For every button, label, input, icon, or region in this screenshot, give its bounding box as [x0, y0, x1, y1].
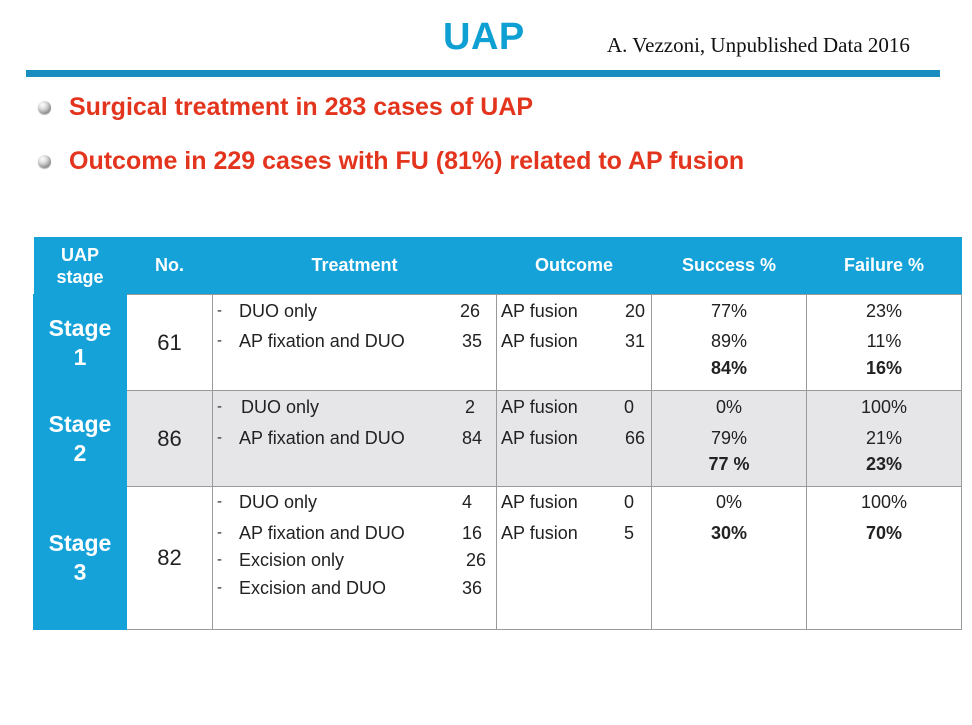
table-row [34, 487, 962, 630]
failure-total: 23% [865, 454, 903, 474]
treatment-cell [213, 487, 497, 630]
dash: - [217, 493, 222, 510]
treatment-line [213, 426, 496, 450]
treatment-label: Excision and DUO [239, 578, 387, 598]
stage-number: 2 [73, 439, 87, 466]
count-cell: 82 [127, 487, 213, 630]
stage-label: Stage [48, 530, 112, 556]
treatment-line [213, 521, 496, 545]
outcome-count: 31 [624, 331, 645, 351]
failure-total: 70% [865, 523, 903, 543]
treatment-count: 16 [461, 523, 482, 543]
stage-number: 3 [73, 559, 87, 585]
dash: - [217, 551, 222, 568]
success-cell [652, 487, 807, 630]
treatment-count: 4 [461, 492, 472, 512]
treatment-count: 26 [465, 550, 486, 570]
success-value: 89% [710, 331, 748, 351]
treatment-line [213, 576, 496, 600]
count-cell: 86 [127, 391, 213, 487]
failure-cell [807, 487, 962, 630]
treatment-line [213, 395, 496, 419]
treatment-label: DUO only [239, 492, 318, 512]
outcome-label: AP fusion [501, 397, 578, 417]
success-cell [652, 391, 807, 487]
outcome-line [497, 395, 651, 419]
outcome-line [497, 329, 651, 353]
success-value: 77% [710, 301, 748, 321]
failure-total: 16% [865, 358, 903, 378]
treatment-count: 36 [461, 578, 482, 598]
success-cell [652, 295, 807, 391]
treatment-count: 2 [464, 397, 475, 417]
dash: - [217, 429, 222, 446]
treatment-line [213, 490, 496, 514]
table-row [34, 391, 962, 487]
outcome-count: 0 [623, 397, 634, 417]
stage-number: 1 [73, 343, 87, 370]
treatment-count: 84 [461, 428, 482, 448]
treatment-count: 35 [461, 331, 482, 351]
treatment-label: DUO only [239, 301, 318, 321]
success-total: 84% [710, 358, 748, 378]
outcome-cell [497, 487, 652, 630]
treatment-line [213, 548, 496, 572]
outcome-line [497, 299, 651, 323]
stage-label: Stage [48, 314, 112, 341]
outcome-line [497, 426, 651, 450]
header-uap-stage [34, 237, 127, 295]
success-total: 30% [710, 523, 748, 543]
dash: - [217, 398, 222, 415]
treatment-label: Excision only [239, 550, 345, 570]
outcome-cell [497, 295, 652, 391]
outcome-label: AP fusion [501, 492, 578, 512]
header-outcome: Outcome [497, 237, 652, 295]
bullet-item [38, 93, 533, 122]
failure-value: 21% [865, 428, 903, 448]
treatment-label: AP fixation and DUO [239, 523, 405, 543]
outcome-label: AP fusion [501, 428, 578, 448]
success-value: 79% [710, 428, 748, 448]
title-divider [26, 70, 940, 77]
outcome-cell [497, 391, 652, 487]
outcome-label: AP fusion [501, 523, 578, 543]
treatment-line [213, 329, 496, 353]
outcome-count: 20 [624, 301, 645, 321]
outcome-table [33, 237, 962, 630]
header-treatment: Treatment [213, 237, 497, 295]
success-total: 77 % [708, 454, 750, 474]
bullet-text: Outcome in 229 cases with FU (81%) related to AP fusion [69, 147, 745, 175]
header-failure: Failure % [807, 237, 962, 295]
table-header-row [34, 237, 962, 295]
dash: - [217, 524, 222, 541]
treatment-count: 26 [459, 301, 480, 321]
failure-cell [807, 391, 962, 487]
header-stage-line1: UAP [60, 244, 99, 265]
count-cell: 61 [127, 295, 213, 391]
header-stage-line2: stage [56, 266, 104, 287]
treatment-cell [213, 295, 497, 391]
outcome-count: 5 [623, 523, 634, 543]
header-no: No. [127, 237, 213, 295]
treatment-line [213, 299, 496, 323]
treatment-label: AP fixation and DUO [239, 331, 405, 351]
bullet-item [38, 147, 744, 176]
failure-value: 100% [860, 397, 908, 417]
treatment-cell [213, 391, 497, 487]
stage-cell [34, 295, 127, 391]
outcome-label: AP fusion [501, 331, 578, 351]
stage-label: Stage [48, 410, 112, 437]
outcome-line [497, 521, 651, 545]
bullet-sphere-icon [38, 101, 51, 114]
success-value: 0% [715, 397, 742, 417]
failure-value: 11% [866, 331, 902, 351]
outcome-label: AP fusion [501, 301, 578, 321]
dash: - [217, 302, 222, 319]
treatment-label: AP fixation and DUO [239, 428, 405, 448]
stage-cell [34, 487, 127, 630]
dash: - [217, 332, 222, 349]
failure-value: 23% [865, 301, 903, 321]
bullet-text: Surgical treatment in 283 cases of UAP [69, 93, 534, 121]
dash: - [217, 579, 222, 596]
table-row [34, 295, 962, 391]
outcome-line [497, 490, 651, 514]
outcome-count: 0 [623, 492, 634, 512]
stage-cell [34, 391, 127, 487]
bullet-sphere-icon [38, 155, 51, 168]
outcome-count: 66 [624, 428, 645, 448]
header-success: Success % [652, 237, 807, 295]
success-value: 0% [715, 492, 742, 512]
slide-title: UAP [443, 16, 525, 58]
citation: A. Vezzoni, Unpublished Data 2016 [607, 33, 910, 57]
treatment-label: DUO only [241, 397, 320, 417]
failure-cell [807, 295, 962, 391]
failure-value: 100% [860, 492, 908, 512]
